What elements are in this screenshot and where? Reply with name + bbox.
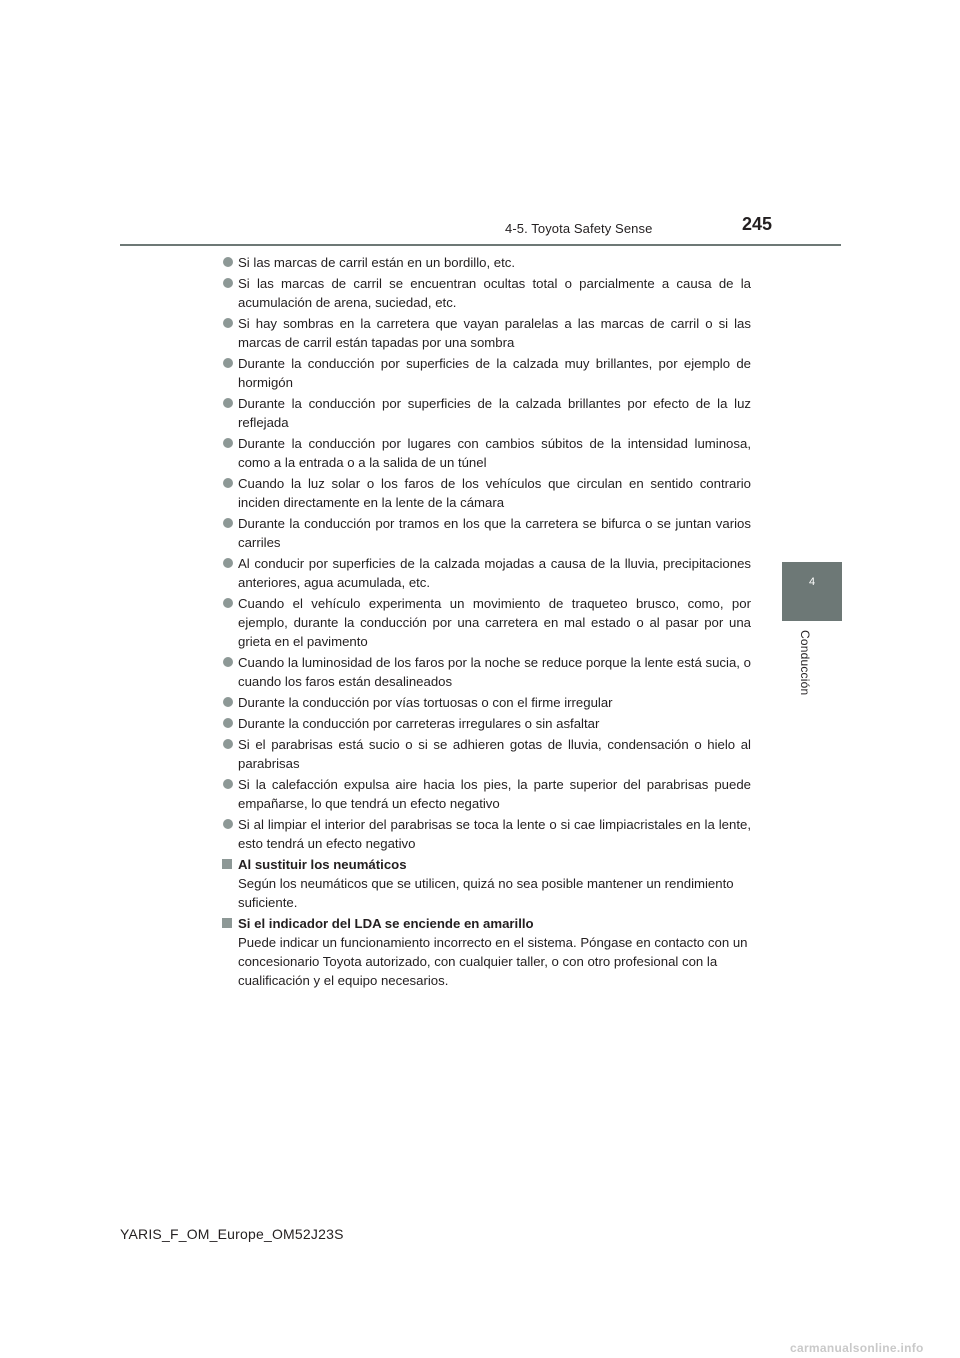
note-sections xyxy=(221,855,751,990)
section-heading-text: Al sustituir los neumáticos xyxy=(238,857,407,872)
bullet-text: Si las marcas de carril están en un bordillo, etc. xyxy=(238,255,516,270)
watermark: carmanualsonline.info xyxy=(790,1341,924,1355)
bullet-text: Durante la conducción por tramos en los que la carretera se bifurca o se juntan varios carriles xyxy=(238,516,751,550)
list-item xyxy=(221,775,751,813)
list-item xyxy=(221,474,751,512)
list-item xyxy=(221,253,751,272)
bullet-text: Al conducir por superficies de la calzada mojadas a causa de la lluvia, precipitaciones anteriores, agua acumulada, etc. xyxy=(238,556,751,590)
bullet-text: Si al limpiar el interior del parabrisas se toca la lente o si cae limpiacristales en la lente, esto tendrá un efecto negativo xyxy=(238,817,751,851)
bullet-dot-icon xyxy=(223,819,233,829)
bullet-text: Durante la conducción por superficies de la calzada muy brillantes, por ejemplo de hormigón xyxy=(238,356,751,390)
bullet-dot-icon xyxy=(223,358,233,368)
section-body: Según los neumáticos que se utilicen, quizá no sea posible mantener un rendimiento suficiente. xyxy=(238,876,734,910)
bullet-dot-icon xyxy=(223,278,233,288)
section-body: Puede indicar un funcionamiento incorrecto en el sistema. Póngase en contacto con un concesionario Toyota autorizado, con cualquier taller, o con otro profesional con la cualificación y el equipo necesarios. xyxy=(238,935,748,988)
list-item xyxy=(221,714,751,733)
bullet-dot-icon xyxy=(223,518,233,528)
bullet-text: Si la calefacción expulsa aire hacia los pies, la parte superior del parabrisas puede empañarse, lo que tendrá un efecto negativo xyxy=(238,777,751,811)
document-id: YARIS_F_OM_Europe_OM52J23S xyxy=(120,1226,344,1242)
bullet-text: Cuando el vehículo experimenta un movimiento de traqueteo brusco, como, por ejemplo, durante la conducción por una carretera en mal estado o al pasar por una grieta en el pavimento xyxy=(238,596,751,649)
header-divider xyxy=(120,244,841,246)
chapter-tab[interactable] xyxy=(782,562,842,621)
bullet-dot-icon xyxy=(223,257,233,267)
list-item xyxy=(221,735,751,773)
header-section-title: 4-5. Toyota Safety Sense xyxy=(505,221,653,236)
bullet-dot-icon xyxy=(223,558,233,568)
chapter-tab-number: 4 xyxy=(808,576,816,588)
condition-bullet-list xyxy=(221,253,751,853)
section-heading xyxy=(221,855,751,874)
list-item xyxy=(221,653,751,691)
bullet-text: Si las marcas de carril se encuentran ocultas total o parcialmente a causa de la acumulación de arena, suciedad, etc. xyxy=(238,276,751,310)
bullet-dot-icon xyxy=(223,739,233,749)
bullet-text: Durante la conducción por vías tortuosas o con el firme irregular xyxy=(238,695,613,710)
bullet-dot-icon xyxy=(223,657,233,667)
list-item xyxy=(221,274,751,312)
list-item xyxy=(221,354,751,392)
bullet-text: Cuando la luminosidad de los faros por la noche se reduce porque la lente está sucia, o cuando los faros están desalineados xyxy=(238,655,751,689)
list-item xyxy=(221,394,751,432)
list-item xyxy=(221,693,751,712)
list-item xyxy=(221,554,751,592)
section-heading-text: Si el indicador del LDA se enciende en amarillo xyxy=(238,916,534,931)
bullet-dot-icon xyxy=(223,318,233,328)
list-item xyxy=(221,514,751,552)
note-section xyxy=(221,914,751,990)
bullet-text: Durante la conducción por superficies de la calzada brillantes por efecto de la luz reflejada xyxy=(238,396,751,430)
bullet-dot-icon xyxy=(223,779,233,789)
bullet-dot-icon xyxy=(223,438,233,448)
section-heading xyxy=(221,914,751,933)
chapter-tab-label: Conducción xyxy=(798,630,812,696)
bullet-dot-icon xyxy=(223,598,233,608)
square-bullet-icon xyxy=(222,918,232,928)
bullet-text: Si hay sombras en la carretera que vayan paralelas a las marcas de carril o si las marcas de carril están tapadas por una sombra xyxy=(238,316,751,350)
bullet-text: Cuando la luz solar o los faros de los vehículos que circulan en sentido contrario inciden directamente en la lente de la cámara xyxy=(238,476,751,510)
bullet-text: Durante la conducción por lugares con cambios súbitos de la intensidad luminosa, como a la entrada o a la salida de un túnel xyxy=(238,436,751,470)
list-item xyxy=(221,594,751,651)
page-content xyxy=(221,253,751,992)
bullet-text: Durante la conducción por carreteras irregulares o sin asfaltar xyxy=(238,716,600,731)
bullet-dot-icon xyxy=(223,718,233,728)
bullet-dot-icon xyxy=(223,398,233,408)
bullet-text: Si el parabrisas está sucio o si se adhieren gotas de lluvia, condensación o hielo al parabrisas xyxy=(238,737,751,771)
bullet-dot-icon xyxy=(223,697,233,707)
list-item xyxy=(221,815,751,853)
square-bullet-icon xyxy=(222,859,232,869)
bullet-dot-icon xyxy=(223,478,233,488)
list-item xyxy=(221,314,751,352)
list-item xyxy=(221,434,751,472)
note-section xyxy=(221,855,751,912)
page-number: 245 xyxy=(742,214,773,234)
